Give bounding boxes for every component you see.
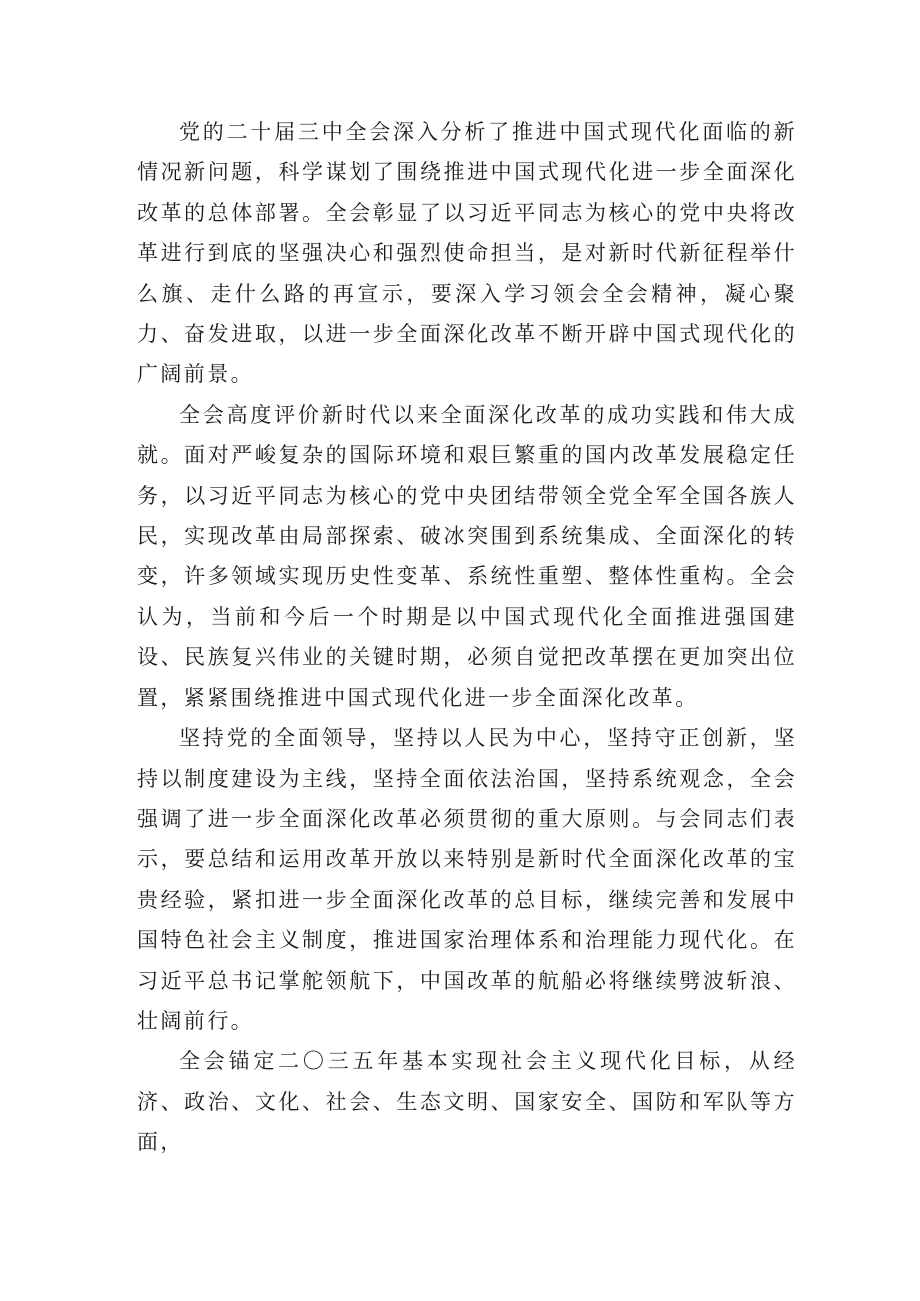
paragraph-4: 全会锚定二〇三五年基本实现社会主义现代化目标，从经济、政治、文化、社会、生态文明、国家安全、国防和军队等方面， xyxy=(137,1049,797,1155)
paragraph-2: 全会高度评价新时代以来全面深化改革的成功实践和伟大成就。面对严峻复杂的国际环境和艰巨繁重的国内改革发展稳定任务，以习近平同志为核心的党中央团结带领全党全军全国各族人民，实现改革由局部探索、破冰突围到系统集成、全面深化的转变，许多领域实现历史性变革、系统性重塑、整体性重构。全会认为，当前和今后一个时期是以中国式现代化全面推进强国建设、民族复兴伟业的关键时期，必须自觉把改革摆在更加突出位置，紧紧围绕推进中国式现代化进一步全面深化改革。 xyxy=(137,402,797,710)
paragraph-3: 坚持党的全面领导，坚持以人民为中心，坚持守正创新，坚持以制度建设为主线，坚持全面依法治国，坚持系统观念，全会强调了进一步全面深化改革必须贯彻的重大原则。与会同志们表示，要总结和运用改革开放以来特别是新时代全面深化改革的宝贵经验，紧扣进一步全面深化改革的总目标，继续完善和发展中国特色社会主义制度，推进国家治理体系和治理能力现代化。在习近平总书记掌舵领航下，中国改革的航船必将继续劈波斩浪、壮阔前行。 xyxy=(137,726,797,1033)
document-body xyxy=(137,112,797,1163)
paragraph-1: 党的二十届三中全会深入分析了推进中国式现代化面临的新情况新问题，科学谋划了围绕推进中国式现代化进一步全面深化改革的总体部署。全会彰显了以习近平同志为核心的党中央将改革进行到底的坚强决心和强烈使命担当，是对新时代新征程举什么旗、走什么路的再宣示，要深入学习领会全会精神，凝心聚力、奋发进取，以进一步全面深化改革不断开辟中国式现代化的广阔前景。 xyxy=(137,120,797,387)
